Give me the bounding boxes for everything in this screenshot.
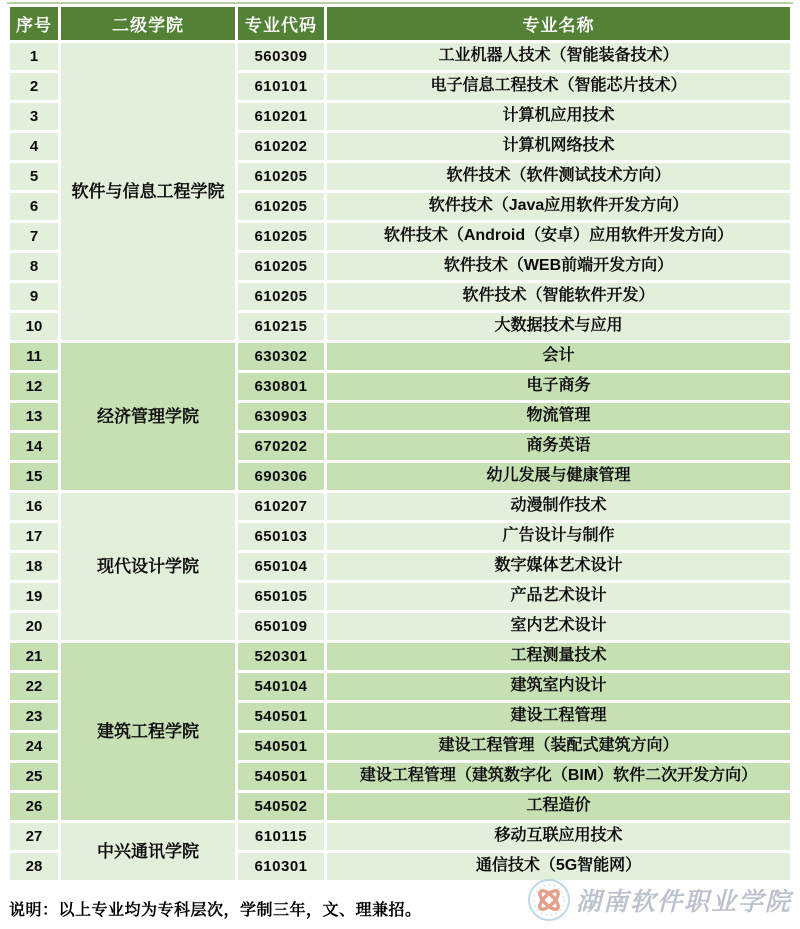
major-code-cell: 540501 [238,733,324,760]
major-code-cell: 650104 [238,553,324,580]
row-number-cell: 18 [10,553,58,580]
major-name-cell: 幼儿发展与健康管理 [327,463,790,490]
major-code-cell: 630302 [238,343,324,370]
major-code-cell: 610205 [238,283,324,310]
row-number-cell: 21 [10,643,58,670]
major-code-cell: 610201 [238,103,324,130]
table-header-row [10,7,790,40]
major-code-cell: 540502 [238,793,324,820]
major-code-cell: 540501 [238,763,324,790]
major-name-cell: 动漫制作技术 [327,493,790,520]
major-name-cell: 软件技术（WEB前端开发方向） [327,253,790,280]
major-code-cell: 690306 [238,463,324,490]
row-number-cell: 6 [10,193,58,220]
row-number-cell: 14 [10,433,58,460]
major-name-cell: 工业机器人技术（智能装备技术） [327,43,790,70]
college-name-cell: 软件与信息工程学院 [61,43,235,340]
major-name-cell: 大数据技术与应用 [327,313,790,340]
row-number-cell: 2 [10,73,58,100]
major-name-cell: 软件技术（Java应用软件开发方向） [327,193,790,220]
major-code-cell: 520301 [238,643,324,670]
major-name-cell: 软件技术（智能软件开发） [327,283,790,310]
majors-table [7,2,793,883]
major-code-cell: 540501 [238,703,324,730]
major-code-cell: 610205 [238,223,324,250]
major-name-cell: 建设工程管理（装配式建筑方向） [327,733,790,760]
major-code-cell: 610101 [238,73,324,100]
major-name-cell: 通信技术（5G智能网） [327,853,790,880]
row-number-cell: 12 [10,373,58,400]
major-name-cell: 广告设计与制作 [327,523,790,550]
major-name-cell: 建设工程管理 [327,703,790,730]
major-code-cell: 650103 [238,523,324,550]
table-row [10,343,790,370]
major-code-cell: 630903 [238,403,324,430]
table-row [10,493,790,520]
major-name-cell: 电子商务 [327,373,790,400]
row-number-cell: 13 [10,403,58,430]
row-number-cell: 10 [10,313,58,340]
college-name-cell: 经济管理学院 [61,343,235,490]
major-code-cell: 540104 [238,673,324,700]
table-row [10,43,790,70]
footer-note: 说明：以上专业均为专科层次，学制三年，文、理兼招。 [9,902,422,919]
major-name-cell: 软件技术（软件测试技术方向） [327,163,790,190]
row-number-cell: 17 [10,523,58,550]
row-number-cell: 24 [10,733,58,760]
major-code-cell: 610205 [238,163,324,190]
major-code-cell: 610115 [238,823,324,850]
major-code-cell: 560309 [238,43,324,70]
major-name-cell: 工程造价 [327,793,790,820]
row-number-cell: 9 [10,283,58,310]
row-number-cell: 26 [10,793,58,820]
row-number-cell: 19 [10,583,58,610]
major-name-cell: 移动互联应用技术 [327,823,790,850]
major-name-cell: 室内艺术设计 [327,613,790,640]
major-name-cell: 计算机应用技术 [327,103,790,130]
major-name-cell: 商务英语 [327,433,790,460]
header-cell-college: 二级学院 [61,7,235,40]
major-code-cell: 610202 [238,133,324,160]
row-number-cell: 20 [10,613,58,640]
table-row [10,643,790,670]
major-code-cell: 670202 [238,433,324,460]
major-name-cell: 建设工程管理（建筑数字化（BIM）软件二次开发方向） [327,763,790,790]
major-code-cell: 610205 [238,253,324,280]
row-number-cell: 4 [10,133,58,160]
major-name-cell: 软件技术（Android（安卓）应用软件开发方向） [327,223,790,250]
row-number-cell: 8 [10,253,58,280]
major-code-cell: 650105 [238,583,324,610]
college-name-cell: 中兴通讯学院 [61,823,235,880]
major-code-cell: 610215 [238,313,324,340]
row-number-cell: 25 [10,763,58,790]
major-code-cell: 610207 [238,493,324,520]
row-number-cell: 22 [10,673,58,700]
college-name-cell: 建筑工程学院 [61,643,235,820]
major-name-cell: 会计 [327,343,790,370]
major-name-cell: 产品艺术设计 [327,583,790,610]
row-number-cell: 11 [10,343,58,370]
major-name-cell: 物流管理 [327,403,790,430]
row-number-cell: 3 [10,103,58,130]
table-body [10,43,790,880]
major-name-cell: 电子信息工程技术（智能芯片技术） [327,73,790,100]
major-code-cell: 650109 [238,613,324,640]
header-cell-major: 专业名称 [327,7,790,40]
college-name-cell: 现代设计学院 [61,493,235,640]
major-name-cell: 数字媒体艺术设计 [327,553,790,580]
table-row [10,823,790,850]
major-code-cell: 630801 [238,373,324,400]
row-number-cell: 27 [10,823,58,850]
row-number-cell: 1 [10,43,58,70]
header-cell-code: 专业代码 [238,7,324,40]
header-cell-number: 序号 [10,7,58,40]
watermark-text: 湖南软件职业学院 [575,887,792,916]
major-code-cell: 610205 [238,193,324,220]
row-number-cell: 16 [10,493,58,520]
row-number-cell: 5 [10,163,58,190]
row-number-cell: 28 [10,853,58,880]
major-name-cell: 计算机网络技术 [327,133,790,160]
major-name-cell: 工程测量技术 [327,643,790,670]
row-number-cell: 7 [10,223,58,250]
major-code-cell: 610301 [238,853,324,880]
row-number-cell: 23 [10,703,58,730]
row-number-cell: 15 [10,463,58,490]
major-name-cell: 建筑室内设计 [327,673,790,700]
